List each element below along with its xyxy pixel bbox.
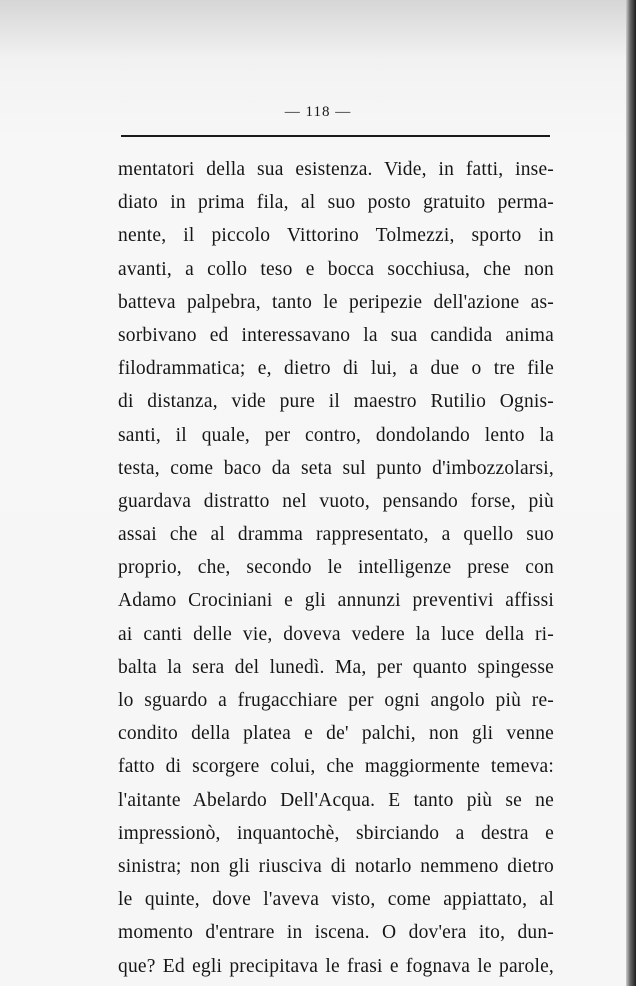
text-line: proprio, che, secondo le intelligenze prese con (118, 557, 554, 579)
text-line: que? Ed egli precipitava le frasi e fognava le parole, (118, 955, 554, 977)
text-line: impressionò, inquantochè, sbirciando a destra e (118, 822, 554, 844)
text-line: mentatori della sua esistenza. Vide, in fatti, inse- (118, 159, 554, 180)
text-line: condito della platea e de' palchi, non gli venne (118, 723, 554, 745)
text-line: assai che al dramma rappresentato, a quello suo (118, 524, 554, 546)
text-line: Adamo Crociniani e gli annunzi preventivi affissi (118, 590, 554, 612)
text-line: lo sguardo a frugacchiare per ogni angolo più re- (118, 690, 554, 711)
text-line: sorbivano ed interessavano la sua candida anima (118, 324, 554, 346)
header-rule (121, 135, 550, 137)
text-line: testa, come baco da seta sul punto d'imbozzolarsi, (118, 457, 554, 479)
text-line: nente, il piccolo Vittorino Tolmezzi, sporto in (118, 225, 554, 247)
text-line: filodrammatica; e, dietro di lui, a due o tre file (118, 358, 554, 380)
page-edge-shadow (626, 0, 636, 986)
text-line: sinistra; non gli riusciva di notarlo nemmeno dietro (118, 855, 554, 877)
text-line: diato in prima fila, al suo posto gratuito perma- (118, 192, 554, 214)
text-line: momento d'entrare in iscena. O dov'era ito, dun- (118, 922, 554, 944)
text-line: ai canti delle vie, doveva vedere la luce della ri- (118, 623, 554, 645)
text-line: le quinte, dove l'aveva visto, come appiattato, al (118, 889, 554, 911)
text-line: balta la sera del lunedì. Ma, per quanto spingesse (118, 656, 554, 678)
body-text (118, 153, 554, 983)
text-line: batteva palpebra, tanto le peripezie dell'azione as- (118, 291, 554, 313)
text-line: l'aitante Abelardo Dell'Acqua. E tanto più se ne (118, 789, 554, 811)
text-line: fatto di scorgere colui, che maggiormente temeva: (118, 756, 554, 778)
text-line: guardava distratto nel vuoto, pensando forse, più (118, 490, 554, 512)
text-line: avanti, a collo teso e bocca socchiusa, che non (118, 258, 554, 280)
text-line: santi, il quale, per contro, dondolando lento la (118, 424, 554, 446)
text-line: di distanza, vide pure il maestro Rutilio Ognis- (118, 391, 554, 413)
page-number: — 118 — (284, 104, 352, 120)
